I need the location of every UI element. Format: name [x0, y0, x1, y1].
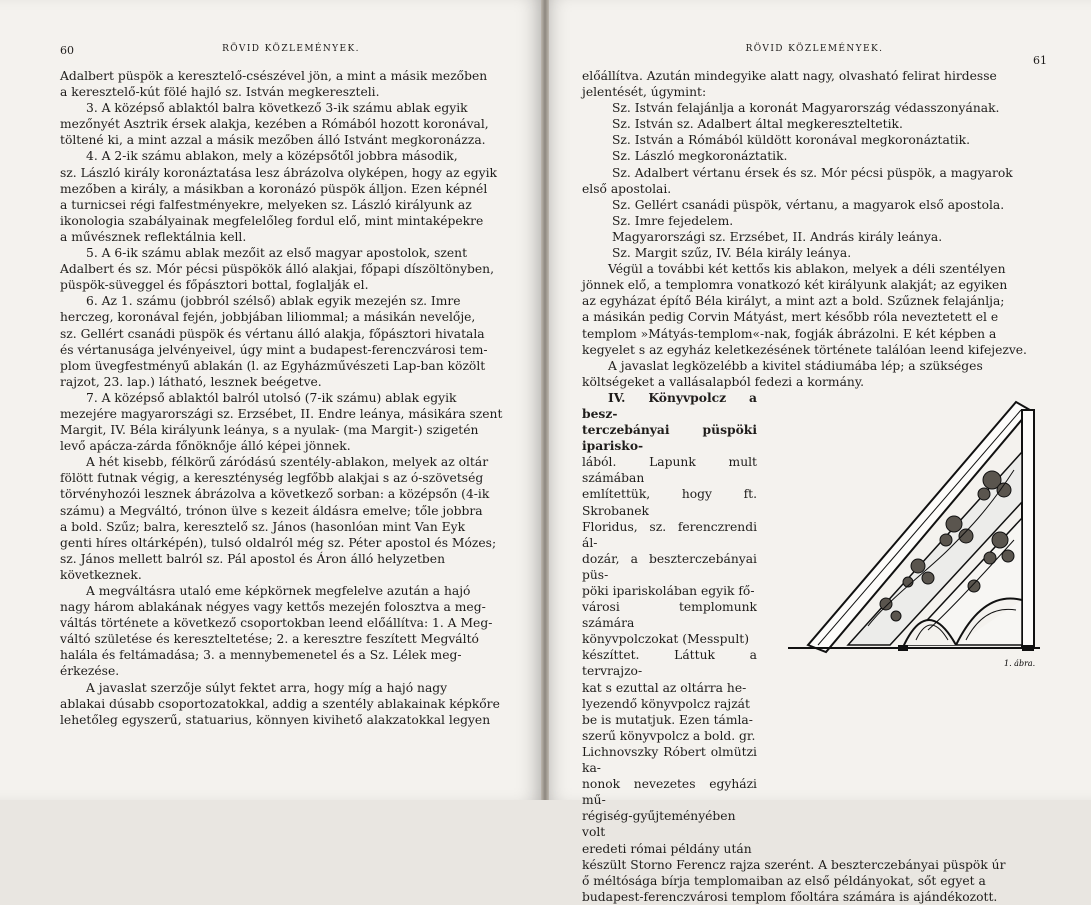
text-line: plom üvegfestményű ablakán (l. az Egyházművészeti Lap-ban közölt	[60, 358, 486, 373]
text-line: IV. Könyvpolcz a besz-	[582, 389, 757, 421]
text-line: 6. Az 1. számu (jobbról szélső) ablak egyik mezején sz. Imre	[86, 294, 461, 309]
text-line: Sz. István sz. Adalbert által megkereszteltetik.	[612, 117, 903, 132]
text-line: jelentését, úgymint:	[582, 85, 707, 100]
text-line: számu) a Megváltó, trónon ülve s kezeit áldásra emelve; tőle jobbra	[60, 503, 483, 518]
text-line: Floridus, sz. ferenczrendi ál-	[582, 519, 757, 550]
text-line: a keresztelő-kút fölé hajló sz. István megkereszteli.	[60, 85, 380, 100]
text-line: Sz. István a Rómából küldött koronával megkoronáztatik.	[612, 133, 971, 148]
text-line: költségeket a vallásalapból fedezi a kormány.	[582, 374, 865, 389]
text-line: töltené ki, a mint azzal a másik mezőben álló Istvánt megkoronázza.	[60, 133, 486, 148]
text-line: érkezése.	[60, 664, 120, 679]
text-line: püspök-süveggel és főpásztori bottal, foglalják el.	[60, 278, 369, 293]
running-head-title: RÖVID KÖZLEMÉNYEK.	[745, 44, 884, 54]
text-line: halála és feltámadása; 3. a mennybemenetel és a Sz. Lélek meg-	[60, 648, 462, 663]
text-line: az egyházat építő Béla királyt, a mint azt a bold. Szűznek felajánlja;	[582, 294, 1005, 309]
bookrest-drawing	[778, 390, 1044, 672]
text-line: Végül a további két kettős kis ablakon, melyek a déli szentélyen	[608, 262, 1006, 277]
text-line: Sz. Imre fejedelem.	[612, 213, 734, 228]
text-line: sz. Gellért csanádi püspök és vértanu álló alakja, főpásztori hivatala	[60, 326, 485, 341]
text-line: lehetőleg egyszerű, statuarius, könnyen kivihető alakzatokkal legyen	[60, 712, 491, 727]
text-line: ablakai dúsabb csoportozatokkal, addig a szentély ablakainak képkőre	[60, 696, 500, 711]
text-line: ő méltósága bírja templomaiban az első példányokat, sőt egyet a	[582, 873, 986, 888]
text-line: lából. Lapunk mult számában	[582, 455, 757, 486]
text-line: herczeg, koronával fején, jobbjában liliommal; a másikán nevelője,	[60, 310, 476, 325]
text-line: mezőnyét Asztrik érsek alakja, kezében a Rómából hozott koronával,	[60, 117, 489, 132]
text-line: Lichnovszky Róbert olmützi ka-	[582, 744, 757, 776]
text-line: kegyelet s az egyház keletkezésének története találóan leend kifejezve.	[582, 342, 1027, 357]
text-line: A hét kisebb, félkörű záródású szentély-ablakon, melyek az oltár	[86, 455, 489, 470]
text-line: lyezendő könyvpolcz rajzát	[582, 696, 750, 711]
gutter	[541, 0, 549, 800]
running-head-title: RÖVID KÖZLEMÉNYEK.	[222, 44, 360, 54]
text-line: mezejére magyarországi sz. Erzsébet, II. Endre leánya, másikára szent	[60, 406, 503, 421]
text-line: A javaslat szerzője súlyt fektet arra, hogy míg a hajó nagy	[86, 680, 448, 695]
text-line: terczebányai püspöki iparisko-	[582, 422, 757, 454]
bookrest-section	[582, 390, 1047, 857]
text-line: szerű könyvpolcz a bold. gr.	[582, 728, 756, 743]
text-line: dozár, a beszterczebányai püs-	[582, 551, 757, 582]
text-line: városi templomunk számára	[582, 600, 757, 631]
text-line: Sz. István felajánlja a koronát Magyarország védasszonyának.	[612, 101, 1000, 116]
running-head	[582, 40, 1047, 68]
text-line: Adalbert és sz. Mór pécsi püspökök álló alakjai, főpapi díszöltönyben,	[60, 262, 494, 277]
text-line: eredeti római példány után	[582, 841, 752, 856]
bookrest-figure	[778, 390, 1044, 672]
text-line: pöki ipariskolában egyik fő-	[582, 584, 755, 598]
text-line: első apostolai.	[582, 181, 672, 196]
text-line: Sz. Margit szűz, IV. Béla király leánya.	[612, 246, 852, 261]
page-number: 61	[1033, 54, 1047, 67]
text-line: következnek.	[60, 567, 142, 582]
text-line: jönnek elő, a templomra vonatkozó két királyunk alakját; az egyiken	[582, 278, 1008, 293]
text-line: A javaslat legközelébb a kivitel stádiumába lép; a szükséges	[608, 358, 983, 373]
text-line: Magyarországi sz. Erzsébet, II. András király leánya.	[612, 229, 943, 244]
text-line: a turnicsei régi falfestményekre, melyeken sz. László királyunk az	[60, 197, 472, 212]
text-line: régiség-gyűjteményében volt	[582, 809, 736, 840]
text-line: 5. A 6-ik számu ablak mezőit az első magyar apostolok, szent	[86, 246, 468, 261]
text-line: könyvpolczokat (Messpult)	[582, 632, 750, 647]
text-line: levő apácza-zárda főnöknője álló képei jönnek.	[60, 439, 351, 454]
text-line: váltó születése és keresztelte​tése; 2. a keresztre feszített Megváltó	[60, 632, 479, 647]
text-line: a másikán pedig Corvin Mátyást, mert később róla nevezte​tett el e	[582, 310, 999, 325]
text-line: nagy három ablakának négyes vagy kettős mezején folosztva a meg-	[60, 600, 486, 615]
text-line: fölött futnak végig, a kereszténység legfőbb alakjai s az ó-szövetség	[60, 471, 484, 486]
running-head	[60, 40, 522, 68]
text-line: előállítva. Azután mindegyike alatt nagy, olvasható felirat hirdesse	[582, 69, 997, 83]
text-line: említettük, hogy ft. Skrobanek	[582, 487, 757, 518]
text-line: mezőben a király, a másikban a koronázó püspök álljon. Ezen képnél	[60, 181, 488, 196]
page-number: 60	[60, 44, 74, 57]
left-body-text	[60, 68, 522, 728]
text-line: sz. László király koronáztatása lesz ábrázolva olyképen, hogy az egyik	[60, 165, 497, 180]
text-line: 3. A középső ablaktól balra következő 3-ik számu ablak egyik	[86, 101, 468, 116]
text-line: 4. A 2-ik számu ablakon, mely a középsőtől jobbra második,	[86, 149, 458, 164]
text-line: Sz. László megkoronáztatik.	[612, 149, 788, 164]
text-line: készült Storno Ferencz rajza szerént. A beszterczebányai püspök úr	[582, 857, 1006, 872]
text-line: sz. János mellett balról sz. Pál apostol és Áron álló helyzetben	[60, 551, 445, 566]
text-line: Sz. Gellért csanádi püspök, vértanu, a magyarok első apostola.	[612, 197, 1005, 212]
text-line: templom »Mátyás-templom«-nak, fogják ábrázolni. E két képben a	[582, 326, 997, 341]
text-line: váltás története a következő csoportokban leend előállítva: 1. A Meg-	[60, 616, 493, 631]
text-line: rajzot, 23. lap.) látható, lesznek beégetve.	[60, 374, 322, 389]
text-line: ikonologia szabályainak megfelelőleg fordul elő, mint mintaképekre	[60, 213, 484, 228]
text-line: genti híres oltárképén), tulsó oldalról még sz. Péter apostol és Mózes;	[60, 535, 497, 550]
right-body-text	[582, 68, 1047, 390]
text-line: Adalbert püspök a keresztelő-csészével jön, a mint a másik mezőben	[60, 69, 488, 83]
text-line: be is mutatjuk. Ezen támla-	[582, 712, 753, 727]
text-line: 7. A középső ablaktól balról utolsó (7-ik számu) ablak egyik	[86, 390, 457, 405]
left-page	[0, 0, 544, 800]
text-line: budapest-ferenczvárosi templom főoltára számára is ajándékozott.	[582, 889, 998, 904]
text-line: Sz. Adalbert vértanu érsek és sz. Mór pécsi püspök, a magyarok	[612, 165, 1013, 180]
text-line: kat s ezuttal az oltárra he-	[582, 680, 747, 695]
text-line: a bold. Szűz; balra, keresztelő sz. János (hasonlóan mint Van Eyk	[60, 519, 466, 534]
text-line: törvényhozói lesznek ábrázolva a következő sorban: a középsőn (4-ik	[60, 487, 490, 502]
text-line: készíttet. Láttuk a tervrajzo-	[582, 648, 757, 679]
right-body-text-continued	[582, 857, 1047, 905]
text-line: nonok nevezetes egyházi mű-	[582, 777, 757, 808]
text-line: Margit, IV. Béla királyunk leánya, s a nyulak- (ma Margit-) szigetén	[60, 423, 479, 438]
bookrest-text	[582, 390, 757, 857]
text-line: és vértanusága jelvényeivel, úgy mint a budapest-ferenczvárosi tem-	[60, 342, 488, 357]
right-page	[544, 0, 1091, 904]
figure-caption: 1. ábra.	[1004, 658, 1036, 668]
text-line: A megváltásra utaló eme képkörnek megfelelve azután a hajó	[86, 584, 471, 598]
text-line: a művésznek reflektálnia kell.	[60, 229, 247, 244]
